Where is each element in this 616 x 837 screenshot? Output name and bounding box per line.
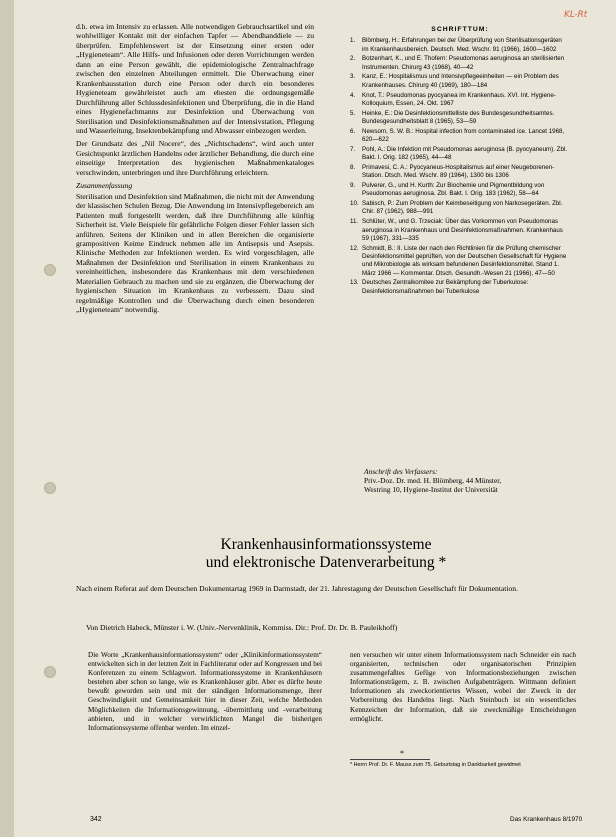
stamp-annotation: KL-Rt: [564, 10, 588, 20]
article-byline: Von Dietrich Habeck, Münster i. W. (Univ.-Nervenklinik, Kommiss. Dir.: Prof. Dr. Dr. B. Pauleikhoff): [86, 623, 398, 632]
reference-item: [350, 128, 570, 145]
references-title: SCHRIFTTUM:: [431, 26, 489, 33]
paragraph: d.h. etwa im Intensiv zu erlassen. Alle notwendigen Gebrauchsartikel und ein wohlwilliger Kontakt mit der einfachen Tapfer — Abendhanddiele — zu überprüfen. Empfehlenswert ist der Einsetzung einer ersten oder „Hygieneteam“. Alle Hilfs- und Infusionen oder deren Vorrichtungen werden dann an eine Person gewählt, die epidemiologische Zentralnachfrage zwischen den einzelnen Abteilungen ermittelt. Die Überwachung einer Krankenhausstation durch eine Person oder durch ein besonderes Hygieneteam gewährleistet auch am ehesten die ordnungsgemäße Durchführung aller Schlussdesinfektionen und Überprüfung, die in die Hand eines Hygienefachmanns zur Desinfektion und Überwachung von Sterilisation und Desinfektionsmaßnahmen auf der Intensivstation, Pflegung und Wasserleitung, Insektenbekämpfung und Abwasser einbezogen werden.: [76, 22, 314, 135]
reference-text: Pulverer, G., und H. Kurth: Zur Biochemie und Pigmentbildung von Pseudomonas aeruginosa. Zbl. Bakt. I. Orig. 183 (1962), 58—64: [362, 182, 545, 198]
reference-text: Schmidt, B.: II. Liste der nach den Richtlinien für die Prüfung chemischer Desinfektionsmittel geprüften, von der Deutschen Gesellschaft für Hygiene und Mikrobiologie als wirksam befundenen Desinfektionsmittel. Stand 1. März 1966 — Kommentar. Dtsch. Gesundh.-Wesen 21 (1966), 47—50: [362, 244, 567, 277]
reference-number: 4.: [350, 91, 356, 99]
reference-number: 2.: [350, 55, 356, 63]
reference-number: 10.: [350, 200, 359, 208]
reference-item: [350, 200, 570, 217]
reference-text: Newsom, S. W. B.: Hospital infection from contaminated ice. Lancet 1968, 620—622: [362, 127, 565, 144]
author-address: [364, 467, 564, 495]
left-column-text: [76, 22, 314, 319]
reference-text: Blömberg, H.: Erfahrungen bei der Überprüfung von Sterilisationsgeräten im Krankenhausbereich. Deutsch. Med. Wschr. 91 (1966), 1600—1602: [362, 37, 562, 53]
reference-item: [350, 37, 570, 54]
reference-text: Heinke, E.: Die Desinfektionsmittelliste des Bundesgesundheitsamtes. Bundesgesundheitsblatt 8 (1965), 53—59: [362, 109, 555, 125]
page-number: 342: [90, 816, 102, 823]
author-address-line: Priv.-Doz. Dr. med. H. Blömberg, 44 Münster,: [364, 476, 502, 486]
reference-number: 1.: [350, 37, 356, 45]
reference-text: Pohl, A.: Die Infektion mit Pseudomonas aeruginosa (B. pyocyaneum). Zbl. Bakt. I. Orig. 182 (1965), 44—48: [362, 145, 567, 162]
reference-number: 12.: [350, 244, 359, 252]
reference-item: [350, 218, 570, 243]
author-address-label: Anschrift des Verfassers:: [364, 467, 438, 476]
author-address-line: Westring 10, Hygiene-Institut der Universität: [364, 485, 498, 495]
references-list: [350, 26, 570, 297]
reference-number: 13.: [350, 279, 359, 287]
article-title: [76, 536, 576, 572]
article-body-right: nen versuchen wir unter einem Informationssystem nach Schneider ein nach organisierten, technischen oder organisatorischen Prinzipien zusammengefaßtes Gefüge von Informationsbeziehungen zwischen Informationsträgern, z. B. zwischen Aufgabenträgern. Wittmann definiert Informationen als zweckorientiertes Wissen, wobei der Zweck in der Vorbereitung des Handelns liegt. Nach Steinbuch ist ein wesentliches Kennzeichen der Information, daß sie zweckmäßige Entscheidungen ermöglicht.: [350, 651, 576, 723]
reference-number: 6.: [350, 127, 356, 135]
paragraph: Der Grundsatz des „Nil Nocere“, des „Nichtschadens“, wird auch unter Gesichtspunkt ärztlichen Handelns oder ärztlicher Behandlung, die durch eine einseitige Interpretation des hygienischen Maßnahmenkataloges verschwinden, unterbringen und ihre Durchführung erleichtern.: [76, 139, 314, 177]
reference-item: [350, 73, 570, 90]
reference-item: [350, 146, 570, 163]
reference-item: [350, 182, 570, 199]
reference-text: Kanz, E.: Hospitalismus und Intensivpflegeeinheiten — ein Problem des Krankenhauses. Chirurg 40 (1969), 180—184: [362, 73, 559, 89]
reference-number: 9.: [350, 182, 356, 190]
punch-hole: [44, 482, 56, 494]
summary-paragraph: Sterilisation und Desinfektion sind Maßnahmen, die nicht mit der Anwendung der klassischen Schulen Bezug. Die Anwendung im Intensivpflegebereich am Patienten muß fortgestellt werden, daß ihre Durchführung alle künftig Sicherheit ist. Viele Beispiele für gefährliche Folgen dieser Fehler lassen sich anführen. Seitens der Kliniken und in allen Bereichen die organisierte grampositiven Keime Eindruck nehmen alle im Antisepsis und Asepsis. Klinische Methoden zur Infektionen werden. Es wird vorgeschlagen, alle Maßnahmen der Desinfektion und Sterilisation in einem Krankenhaus zu vereinheitlichen, insbesondere das Krankenhaus mit dem verschiedenen Materialien Gebrauch zu machen und sie zu ergänzen, die Überwachung der hygienischen Situation im Krankenhaus zu verbessern. Dazu sind regelmäßige Kontrollen und die Überwachung durch einen besonderen „Hygieneteam“ notwendig.: [76, 191, 314, 315]
reference-item: [350, 110, 570, 127]
page-left-edge: [0, 0, 14, 837]
reference-item: [350, 279, 570, 296]
article-intro: Nach einem Referat auf dem Deutschen Dokumentartag 1969 in Darmstadt, der 21. Jahrestagung der Deutschen Gesellschaft für Dokumentation.: [76, 584, 518, 593]
reference-item: [350, 164, 570, 181]
punch-hole: [44, 666, 56, 678]
reference-item: [350, 92, 570, 109]
footnote-mark: *: [400, 749, 404, 758]
footnote-text: * Herrn Prof. Dr. F. Mauss zum 75. Geburtstag in Dankbarkeit gewidmet: [350, 762, 521, 768]
reference-number: 3.: [350, 73, 356, 81]
reference-text: Primavesi, C. A.: Pyocyaneus-Hospitalismus auf einer Neugeborenen-Station. Dtsch. Med. Wschr. 89 (1964), 1300 bis 1306: [362, 163, 555, 180]
article-body-left: Die Worte „Krankenhausinformationssystem“ oder „Klinikinformationssystem“ entwickelten sich in der letzten Zeit in Fachliteratur oder auf Kongressen und bei Konferenzen zu einem Schlagwort. Informationssysteme in Krankenhäusern bestehen aber schon so lange, wie es Krankenhäuser gibt. Aber es dürfte heute bewußt geworden sein und mit der ständigen Informationsmenge, ihrer Geschwindigkeit und Gemeinsamkeit hier in dieser Zeit, welche Methoden Möglichkeiten die Informationsgewinnung, -übermittlung und -verarbeitung anbieten, und in welcher verwirklichten Mangel die bisherigen Informationssysteme offenbar werden. Im einzel-: [88, 651, 322, 732]
reference-item: [350, 245, 570, 278]
reference-number: 5.: [350, 109, 356, 117]
footnote-divider: [350, 759, 430, 760]
punch-hole: [44, 264, 56, 276]
reference-text: Botzenhart, K., und E. Thofern: Pseudomonas aeruginosa an sterilisierten Instrumenten. Chirurg 43 (1968), 40—42: [362, 55, 565, 71]
reference-number: 11.: [350, 218, 359, 226]
reference-text: Knot, T.: Pseudomonas pyocyanea im Krankenhaus. XVI. Int. Hygiene-Kolloquium, Essen, 24. Okt. 1967: [362, 91, 556, 107]
summary-heading: Zusammenfassung: [76, 181, 133, 191]
reference-item: [350, 55, 570, 72]
reference-number: 8.: [350, 163, 356, 171]
reference-number: 7.: [350, 145, 356, 153]
reference-text: Sabisch, P.: Zum Problem der Keimbeseitigung von Narkosegeräten. Zbl. Chir. 87 (1962), 988—991: [362, 200, 563, 216]
reference-text: Deutsches Zentralkomitee zur Bekämpfung der Tuberkulose: Desinfektionsmaßnahmen bei Tuberkulose: [362, 279, 529, 295]
journal-reference: Das Krankenhaus 8/1970: [510, 816, 583, 823]
article-title-line: Krankenhausinformationssysteme: [220, 536, 432, 553]
article-title-line: und elektronische Datenverarbeitung *: [205, 554, 447, 571]
reference-text: Schlüter, W., und G. Trzeciak: Über das Vorkommen von Pseudomonas aeruginosa in Krankenhaus und Desinfektionsmaßnahmen. Krankenhaus 59 (1967), 331—335: [362, 218, 563, 242]
